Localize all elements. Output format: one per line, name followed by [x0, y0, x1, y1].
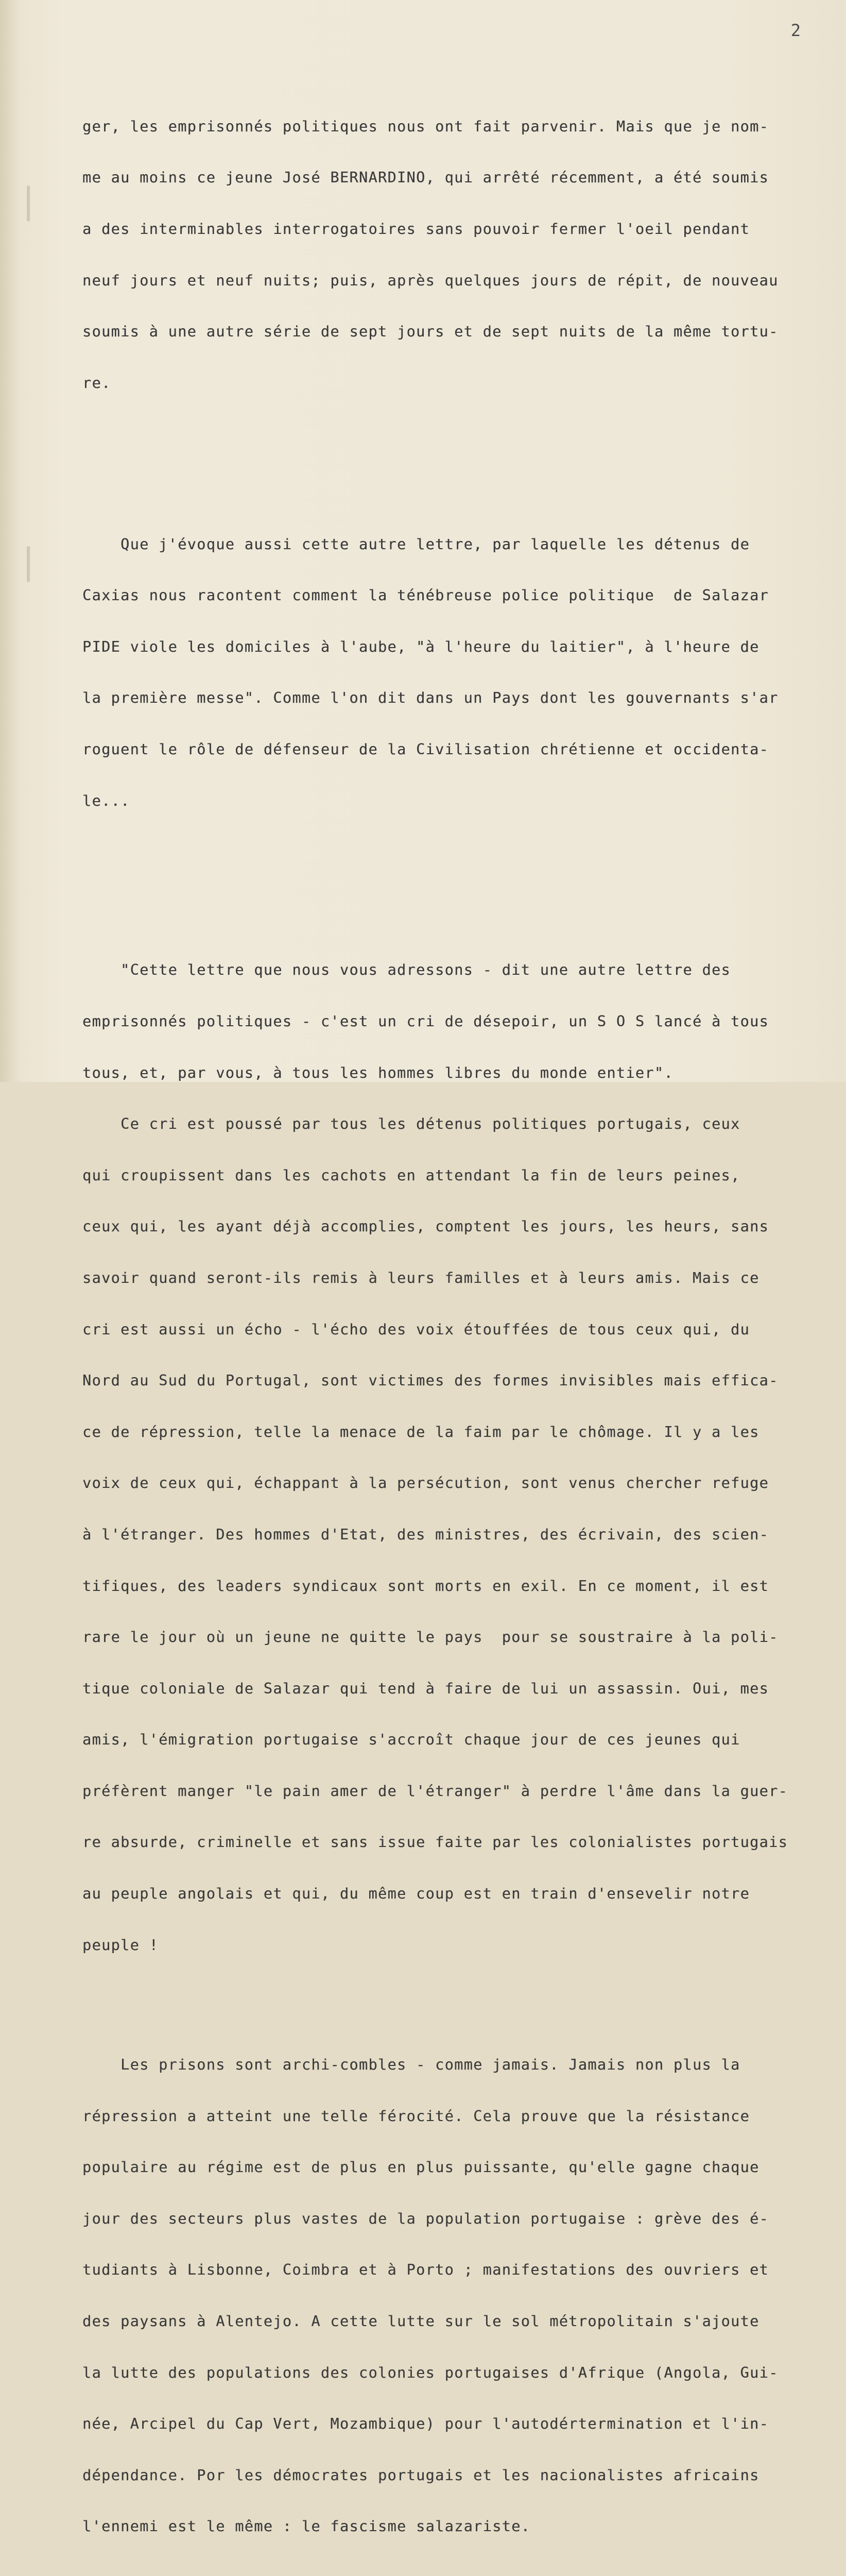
- punch-hole-mark: [27, 546, 30, 582]
- text-line: ger, les emprisonnés politiques nous ont fait parvenir. Mais que je nom-: [82, 117, 769, 135]
- text-line: Caxias nous racontent comment la ténébreuse police politique de Salazar: [82, 586, 769, 604]
- text-line: soumis à une autre série de sept jours et de sept nuits de la même tortu-: [82, 323, 779, 341]
- page-number: 2: [790, 21, 801, 40]
- text-line: Les prisons sont archi-combles - comme jamais. Jamais non plus la: [82, 2056, 740, 2074]
- text-line: née, Arcipel du Cap Vert, Mozambique) pour l'autodértermination et l'in-: [82, 2415, 769, 2433]
- text-line: Ce cri est poussé par tous les détenus politiques portugais, ceux: [82, 1115, 740, 1133]
- text-line: amis, l'émigration portugaise s'accroît chaque jour de ces jeunes qui: [82, 1731, 740, 1749]
- text-line: la lutte des populations des colonies portugaises d'Afrique (Angola, Gui-: [82, 2363, 779, 2381]
- text-line: tous, et, par vous, à tous les hommes libres du monde entier".: [82, 1063, 674, 1081]
- text-line: préfèrent manger "le pain amer de l'étranger" à perdre l'âme dans la guer-: [82, 1782, 788, 1800]
- text-line: des paysans à Alentejo. A cette lutte sur le sol métropolitain s'ajoute: [82, 2312, 759, 2330]
- text-line: répression a atteint une telle férocité. Cela prouve que la résistance: [82, 2107, 750, 2125]
- text-line: l'ennemi est le même : le fascisme salazariste.: [82, 2517, 531, 2535]
- text-line: tudiants à Lisbonne, Coimbra et à Porto ; manifestations des ouvriers et: [82, 2261, 769, 2279]
- text-line: qui croupissent dans les cachots en attendant la fin de leurs peines,: [82, 1166, 740, 1184]
- text-line: me au moins ce jeune José BERNARDINO, qui arrêté récemment, a été soumis: [82, 168, 769, 187]
- text-line: roguent le rôle de défenseur de la Civilisation chrétienne et occidenta-: [82, 740, 769, 758]
- text-line: au peuple angolais et qui, du même coup est en train d'ensevelir notre: [82, 1885, 750, 1903]
- paragraph-1: [82, 83, 844, 426]
- text-line: ce de répression, telle la menace de la faim par le chômage. Il y a les: [82, 1422, 759, 1440]
- text-line: à l'étranger. Des hommes d'Etat, des ministres, des écrivain, des scien-: [82, 1525, 769, 1543]
- text-line: savoir quand seront-ils remis à leurs familles et à leurs amis. Mais ce: [82, 1268, 759, 1286]
- text-line: "Cette lettre que nous vous adressons - dit une autre lettre des: [82, 961, 731, 979]
- text-line: Que j'évoque aussi cette autre lettre, par laquelle les détenus de: [82, 535, 750, 553]
- text-line: re absurde, criminelle et sans issue faite par les colonialistes portugais: [82, 1833, 788, 1851]
- text-line: Nord au Sud du Portugal, sont victimes des formes invisibles mais effica-: [82, 1371, 779, 1389]
- text-line: a des interminables interrogatoires sans pouvoir fermer l'oeil pendant: [82, 220, 750, 238]
- text-line: neuf jours et neuf nuits; puis, après quelques jours de répit, de nouveau: [82, 271, 779, 289]
- text-line: emprisonnés politiques - c'est un cri de désepoir, un S O S lancé à tous: [82, 1012, 769, 1030]
- punch-hole-mark: [27, 185, 30, 222]
- typed-body: [82, 49, 844, 2576]
- text-line: re.: [82, 374, 111, 392]
- text-line: cri est aussi un écho - l'écho des voix étouffées de tous ceux qui, du: [82, 1320, 750, 1338]
- text-line: populaire au régime est de plus en plus puissante, qu'elle gagne chaque: [82, 2158, 759, 2176]
- text-line: tique coloniale de Salazar qui tend à faire de lui un assassin. Oui, mes: [82, 1679, 769, 1697]
- paragraph-3: [82, 927, 844, 1988]
- text-line: voix de ceux qui, échappant à la persécution, sont venus chercher refuge: [82, 1474, 769, 1492]
- paragraph-4: [82, 2022, 844, 2569]
- text-line: le...: [82, 791, 130, 809]
- paragraph-2: [82, 501, 844, 843]
- text-line: jour des secteurs plus vastes de la population portugaise : grève des é-: [82, 2209, 769, 2227]
- text-line: PIDE viole les domiciles à l'aube, "à l'heure du laitier", à l'heure de: [82, 637, 759, 655]
- text-line: tifiques, des leaders syndicaux sont morts en exil. En ce moment, il est: [82, 1577, 769, 1595]
- text-line: ceux qui, les ayant déjà accomplies, comptent les jours, les heurs, sans: [82, 1217, 769, 1235]
- text-line: la première messe". Comme l'on dit dans un Pays dont les gouvernants s'ar: [82, 689, 779, 707]
- text-line: rare le jour où un jeune ne quitte le pays pour se soustraire à la poli-: [82, 1628, 779, 1646]
- text-line: peuple !: [82, 1936, 159, 1954]
- text-line: dépendance. Por les démocrates portugais et les nacionalistes africains: [82, 2466, 759, 2484]
